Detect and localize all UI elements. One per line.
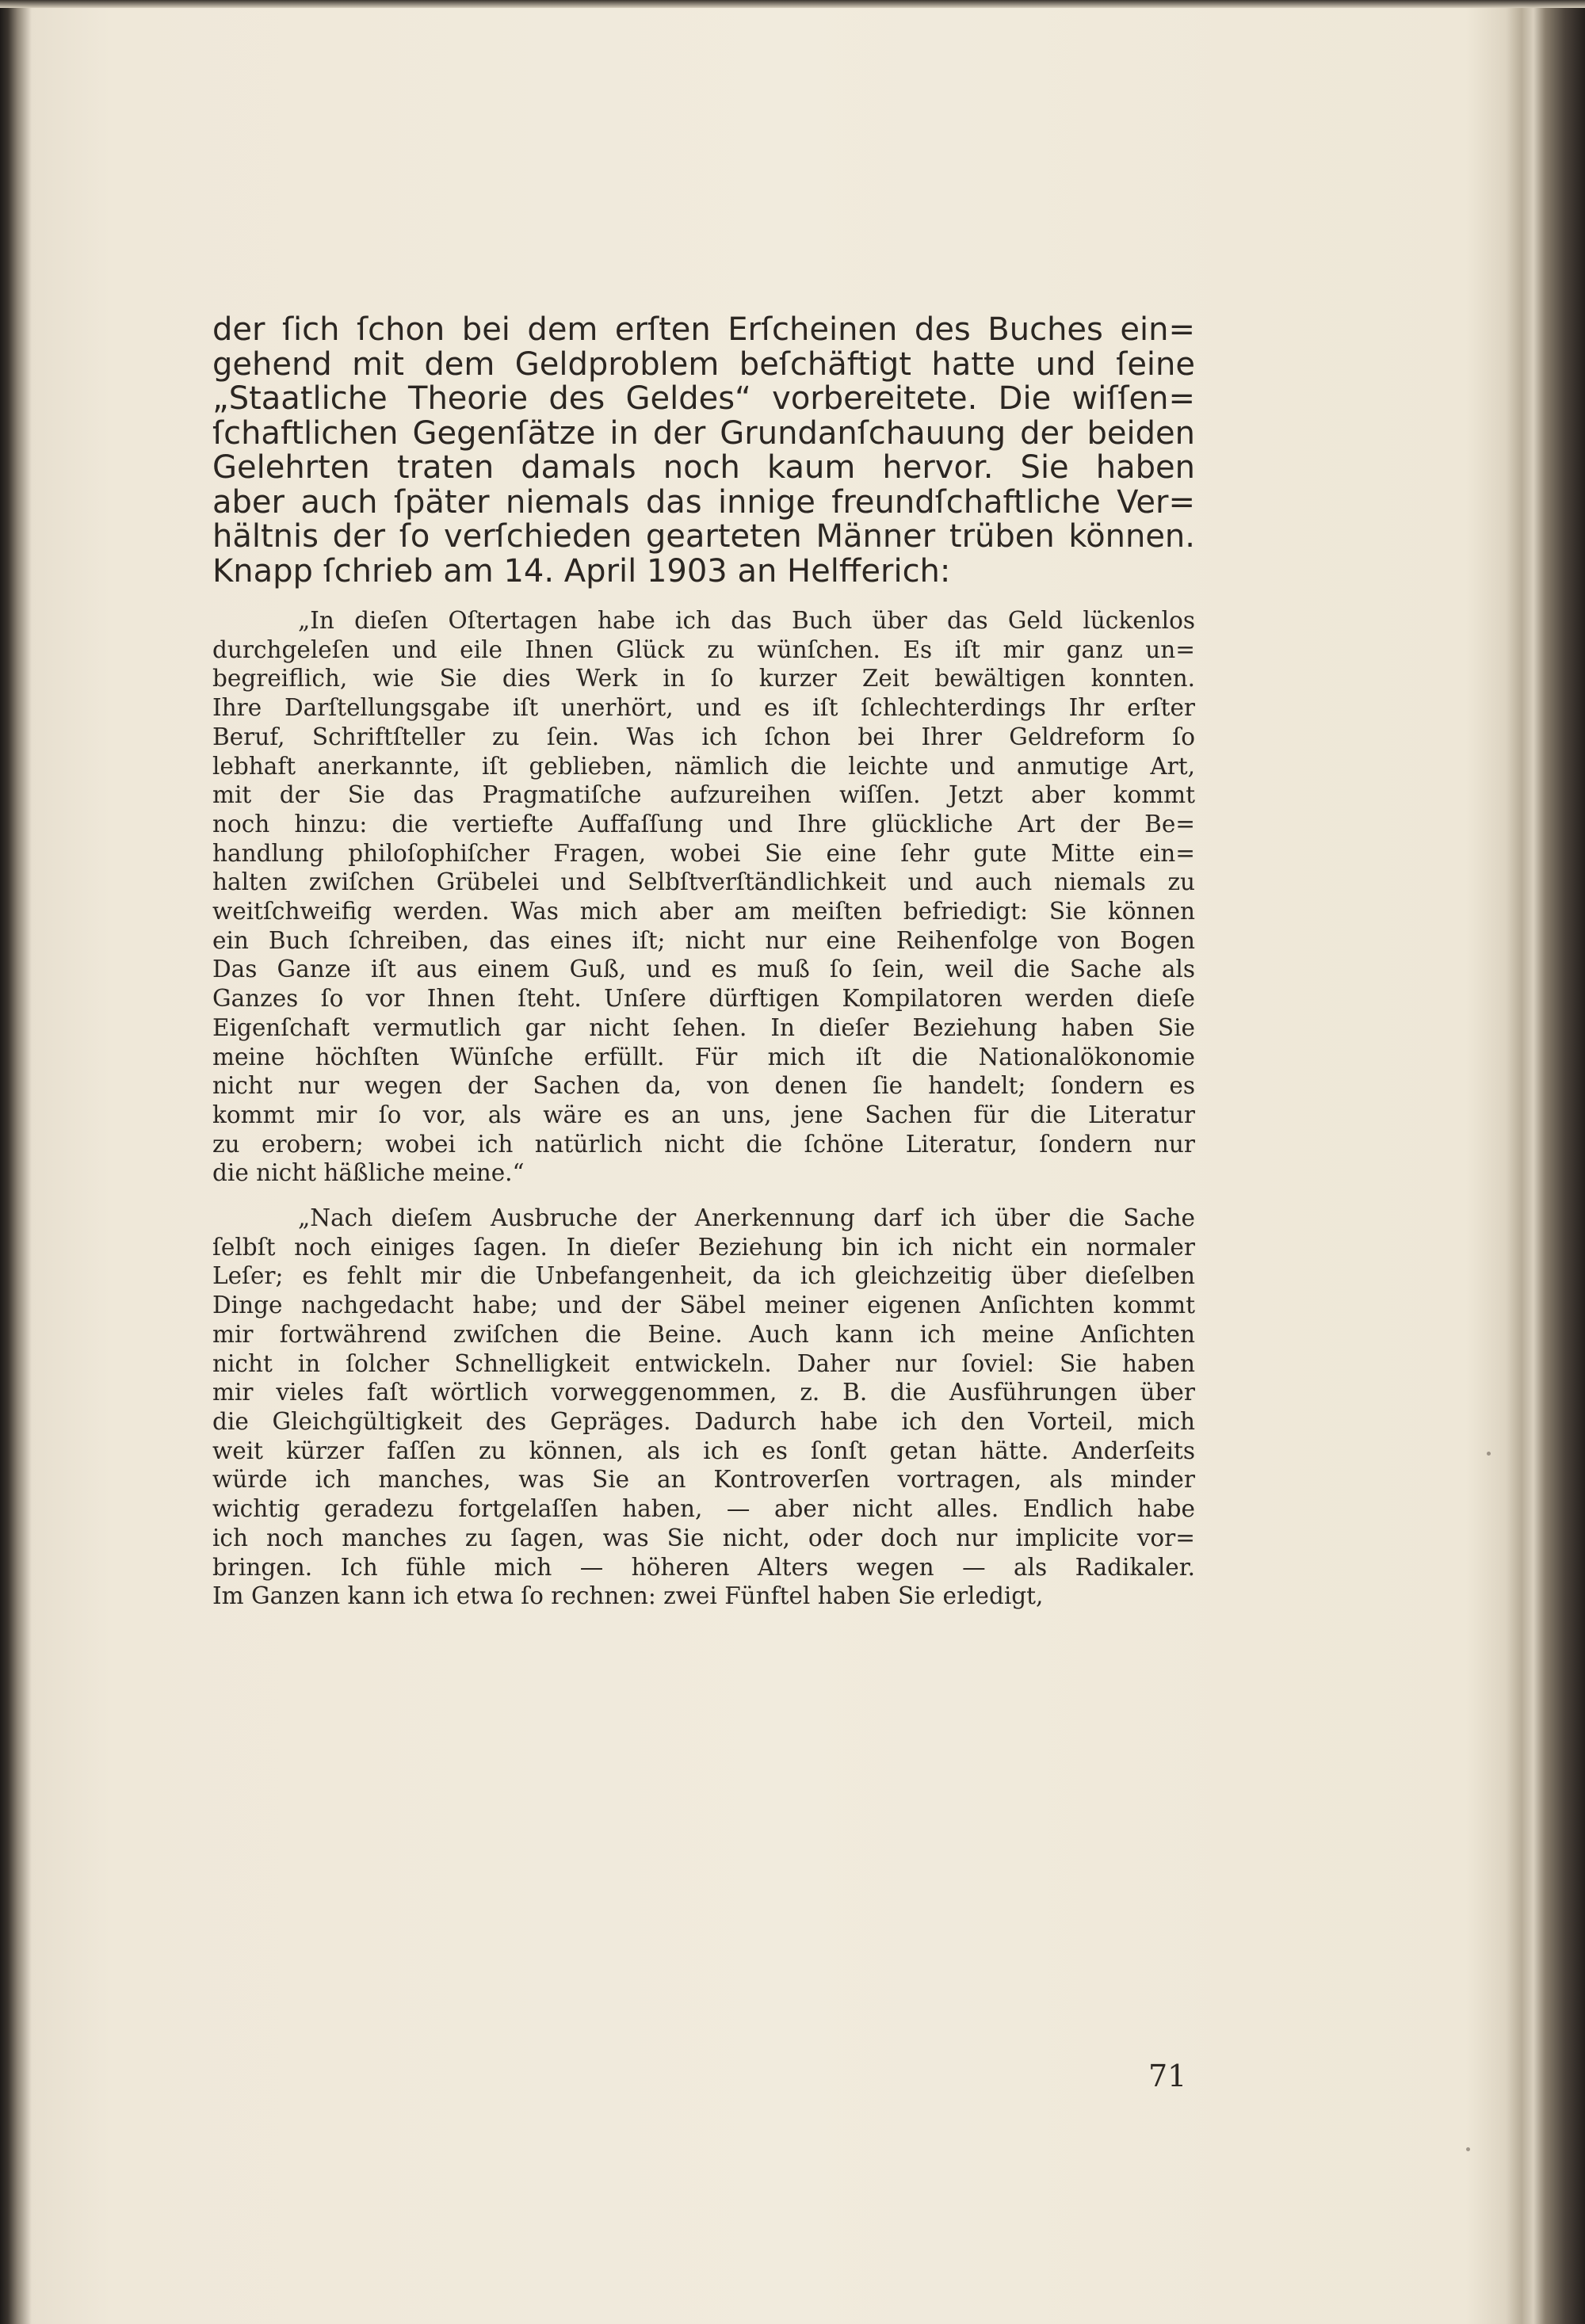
lead-line: „Staatliche Theorie des Geldes“ vorbereitete. Die wiſſen= xyxy=(212,380,1195,417)
quote-line: ich noch manches zu ſagen, was Sie nicht, oder doch nur implicite vor= xyxy=(212,1524,1195,1551)
quote-line: ſelbſt noch einiges ſagen. In dieſer Beziehung bin ich nicht ein normaler xyxy=(212,1233,1195,1261)
paper-speck xyxy=(1466,2147,1470,2151)
lead-paragraph xyxy=(212,313,1195,589)
quote-line: „Nach dieſem Ausbruche der Anerkennung darf ich über die Sache xyxy=(298,1204,1195,1232)
quote-line: noch hinzu: die vertiefte Auffaſſung und Ihre glückliche Art der Be= xyxy=(212,810,1195,838)
quote-line: Dinge nachgedacht habe; und der Säbel meiner eigenen Anſichten kommt xyxy=(212,1292,1195,1319)
quote-line: bringen. Ich fühle mich — höheren Alters wegen — als Radikaler. xyxy=(212,1553,1195,1581)
quote-line: weitſchweifig werden. Was mich aber am meiſten befriedigt: Sie können xyxy=(212,898,1195,925)
quote-line: Eigenſchaft vermutlich gar nicht ſehen. In dieſer Beziehung haben Sie xyxy=(212,1013,1195,1041)
lead-line: aber auch ſpäter niemals das innige freundſchaftliche Ver= xyxy=(212,483,1195,521)
quote-line: Leſer; es fehlt mir die Unbefangenheit, da ich gleichzeitig über dieſelben xyxy=(212,1262,1195,1290)
lead-line: Gelehrten traten damals noch kaum hervor. Sie haben xyxy=(212,449,1195,486)
quote-line: Im Ganzen kann ich etwa ſo rechnen: zwei Fünftel haben Sie erledigt, xyxy=(212,1582,1044,1610)
quote-line: weit kürzer faſſen zu können, als ich es ſonſt getan hätte. Anderſeits xyxy=(212,1437,1195,1464)
quote-line: lebhaft anerkannte, iſt geblieben, nämlich die leichte und anmutige Art, xyxy=(212,752,1195,780)
paper-speck xyxy=(1487,1452,1491,1456)
quote-line: meine höchſten Wünſche erfüllt. Für mich iſt die Nationalökonomie xyxy=(212,1043,1195,1070)
lead-line: hältnis der ſo verſchieden gearteten Männer trüben können. xyxy=(212,518,1195,555)
page-top-edge xyxy=(0,0,1585,8)
quote-line: die Gleichgültigkeit des Gepräges. Dadurch habe ich den Vorteil, mich xyxy=(212,1407,1195,1435)
page-number: 71 xyxy=(1148,2059,1187,2093)
quote-line: kommt mir ſo vor, als wäre es an uns, jene Sachen für die Literatur xyxy=(212,1101,1195,1128)
quote-line: würde ich manches, was Sie an Kontroverſen vortragen, als minder xyxy=(212,1466,1195,1494)
quote-line: wichtig geradezu fortgelaſſen haben, — aber nicht alles. Endlich habe xyxy=(212,1495,1195,1523)
quote-line: Beruf, Schriftſteller zu ſein. Was ich ſchon bei Ihrer Geldreform ſo xyxy=(212,723,1195,750)
quote-line: Das Ganze iſt aus einem Guß, und es muß ſo ſein, weil die Sache als xyxy=(212,956,1195,983)
quote-line: Ihre Darſtellungsgabe iſt unerhört, und es iſt ſchlechterdings Ihr erſter xyxy=(212,694,1195,722)
lead-line: ſchaftlichen Gegenſätze in der Grundanſchauung der beiden xyxy=(212,414,1195,452)
letter-quote-2 xyxy=(212,1204,1195,1611)
quote-line: ein Buch ſchreiben, das eines iſt; nicht nur eine Reihenfolge von Bogen xyxy=(212,926,1195,954)
quote-line: zu erobern; wobei ich natürlich nicht die ſchöne Literatur, ſondern nur xyxy=(212,1130,1195,1158)
quote-line: handlung philoſophiſcher Fragen, wobei Sie eine ſehr gute Mitte ein= xyxy=(212,839,1195,867)
quote-line: die nicht häßliche meine.“ xyxy=(212,1159,525,1187)
quote-line: halten zwiſchen Grübelei und Selbſtverſtändlichkeit und auch niemals zu xyxy=(212,868,1195,896)
quote-line: nicht in ſolcher Schnelligkeit entwickeln. Daher nur ſoviel: Sie haben xyxy=(212,1349,1195,1377)
quote-line: durchgeleſen und eile Ihnen Glück zu wünſchen. Es iſt mir ganz un= xyxy=(212,635,1195,663)
lead-line: Knapp ſchrieb am 14. April 1903 an Helfferich: xyxy=(212,552,951,590)
quote-line: mir vieles faſt wörtlich vorweggenommen, z. B. die Ausführungen über xyxy=(212,1379,1195,1406)
quote-line: mit der Sie das Pragmatiſche aufzureihen wiſſen. Jetzt aber kommt xyxy=(212,781,1195,809)
quote-line: „In dieſen Oſtertagen habe ich das Buch über das Geld lückenlos xyxy=(298,607,1195,634)
quote-line: mir fortwährend zwiſchen die Beine. Auch kann ich meine Anſichten xyxy=(212,1320,1195,1348)
quote-line: Ganzes ſo vor Ihnen ſteht. Unſere dürftigen Kompilatoren werden dieſe xyxy=(212,985,1195,1013)
letter-quote-1 xyxy=(212,606,1195,1188)
lead-line: der ſich ſchon bei dem erſten Erſcheinen des Buches ein= xyxy=(212,311,1195,348)
quote-line: nicht nur wegen der Sachen da, von denen ſie handelt; ſondern es xyxy=(212,1072,1195,1100)
quote-line: begreiflich, wie Sie dies Werk in ſo kurzer Zeit bewältigen konnten. xyxy=(212,665,1195,693)
lead-line: gehend mit dem Geldproblem beſchäftigt hatte und ſeine xyxy=(212,345,1195,383)
text-block xyxy=(212,313,1195,1611)
